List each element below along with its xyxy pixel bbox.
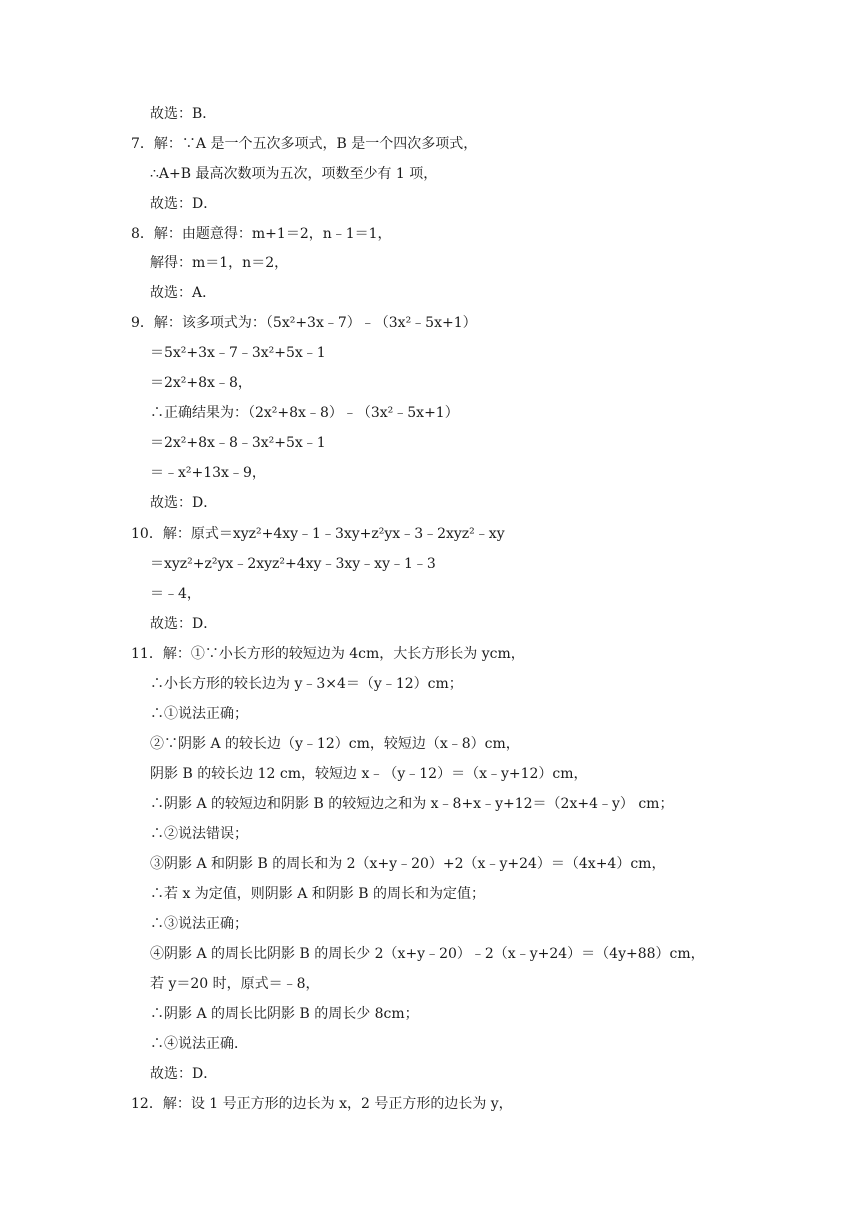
text-line: 解得：m＝1，n＝2， xyxy=(150,255,289,271)
text-line: ∴小长方形的较长边为 y﹣3×4＝（y﹣12）cm； xyxy=(150,676,463,692)
text-line: ②∵阴影 A 的较长边（y﹣12）cm，较短边（x﹣8）cm， xyxy=(150,736,520,752)
text-line: 故选：A． xyxy=(150,285,217,301)
text-line: ＝﹣x²+13x﹣9， xyxy=(150,465,266,481)
text-line: ∴阴影 A 的较短边和阴影 B 的较短边之和为 x﹣8+x﹣y+12＝（2x+4﹣y） cm； xyxy=(150,796,674,812)
text-line: 故选：D． xyxy=(150,616,218,632)
text-line: 9．解：该多项式为：（5x²+3x﹣7）﹣（3x²﹣5x+1） xyxy=(131,315,477,331)
text-line: ∴阴影 A 的周长比阴影 B 的周长少 8cm； xyxy=(150,1006,419,1022)
text-line: 故选：D． xyxy=(150,1066,218,1082)
text-line: 故选：D． xyxy=(150,495,218,511)
text-line: ∴②说法错误； xyxy=(150,826,248,842)
text-line: ∴③说法正确； xyxy=(150,916,248,932)
text-line: ④阴影 A 的周长比阴影 B 的周长少 2（x+y﹣20）﹣2（x﹣y+24）＝（4y+88）cm， xyxy=(150,946,705,962)
text-line: ∴若 x 为定值，则阴影 A 和阴影 B 的周长和为定值； xyxy=(150,886,485,902)
text-line: ∴A+B 最高次数项为五次，项数至少有 1 项， xyxy=(150,166,438,182)
text-line: 故选：D． xyxy=(150,196,218,212)
text-line: ＝2x²+8x﹣8﹣3x²+5x﹣1 xyxy=(150,435,326,451)
text-line: 11．解：①∵小长方形的较短边为 4cm，大长方形长为 ycm， xyxy=(131,646,525,662)
text-line: 阴影 B 的较长边 12 cm，较短边 x﹣（y﹣12）＝（x﹣y+12）cm， xyxy=(150,766,588,782)
text-line: ∴④说法正确． xyxy=(150,1036,248,1052)
text-line: ＝xyz²+z²yx﹣2xyz²+4xy﹣3xy﹣xy﹣1﹣3 xyxy=(150,556,436,572)
text-line: 故选：B． xyxy=(150,106,217,122)
text-line: ＝﹣4， xyxy=(150,586,201,602)
text-line: 若 y＝20 时，原式＝﹣8， xyxy=(150,976,320,992)
text-line: 12．解：设 1 号正方形的边长为 x，2 号正方形的边长为 y， xyxy=(131,1096,513,1112)
text-line: ③阴影 A 和阴影 B 的周长和为 2（x+y﹣20）+2（x﹣y+24）＝（4x+4）cm， xyxy=(150,856,666,872)
text-line: 8．解：由题意得：m+1＝2，n﹣1＝1， xyxy=(131,226,392,242)
text-line: ∴正确结果为：（2x²+8x﹣8）﹣（3x²﹣5x+1） xyxy=(150,405,459,421)
text-line: ∴①说法正确； xyxy=(150,706,248,722)
text-line: 10．解：原式＝xyz²+4xy﹣1﹣3xy+z²yx﹣3﹣2xyz²﹣xy xyxy=(131,526,505,542)
text-line: ＝2x²+8x﹣8， xyxy=(150,375,252,391)
text-line: 7．解：∵A 是一个五次多项式，B 是一个四次多项式， xyxy=(131,136,478,152)
text-line: ＝5x²+3x﹣7﹣3x²+5x﹣1 xyxy=(150,345,326,361)
